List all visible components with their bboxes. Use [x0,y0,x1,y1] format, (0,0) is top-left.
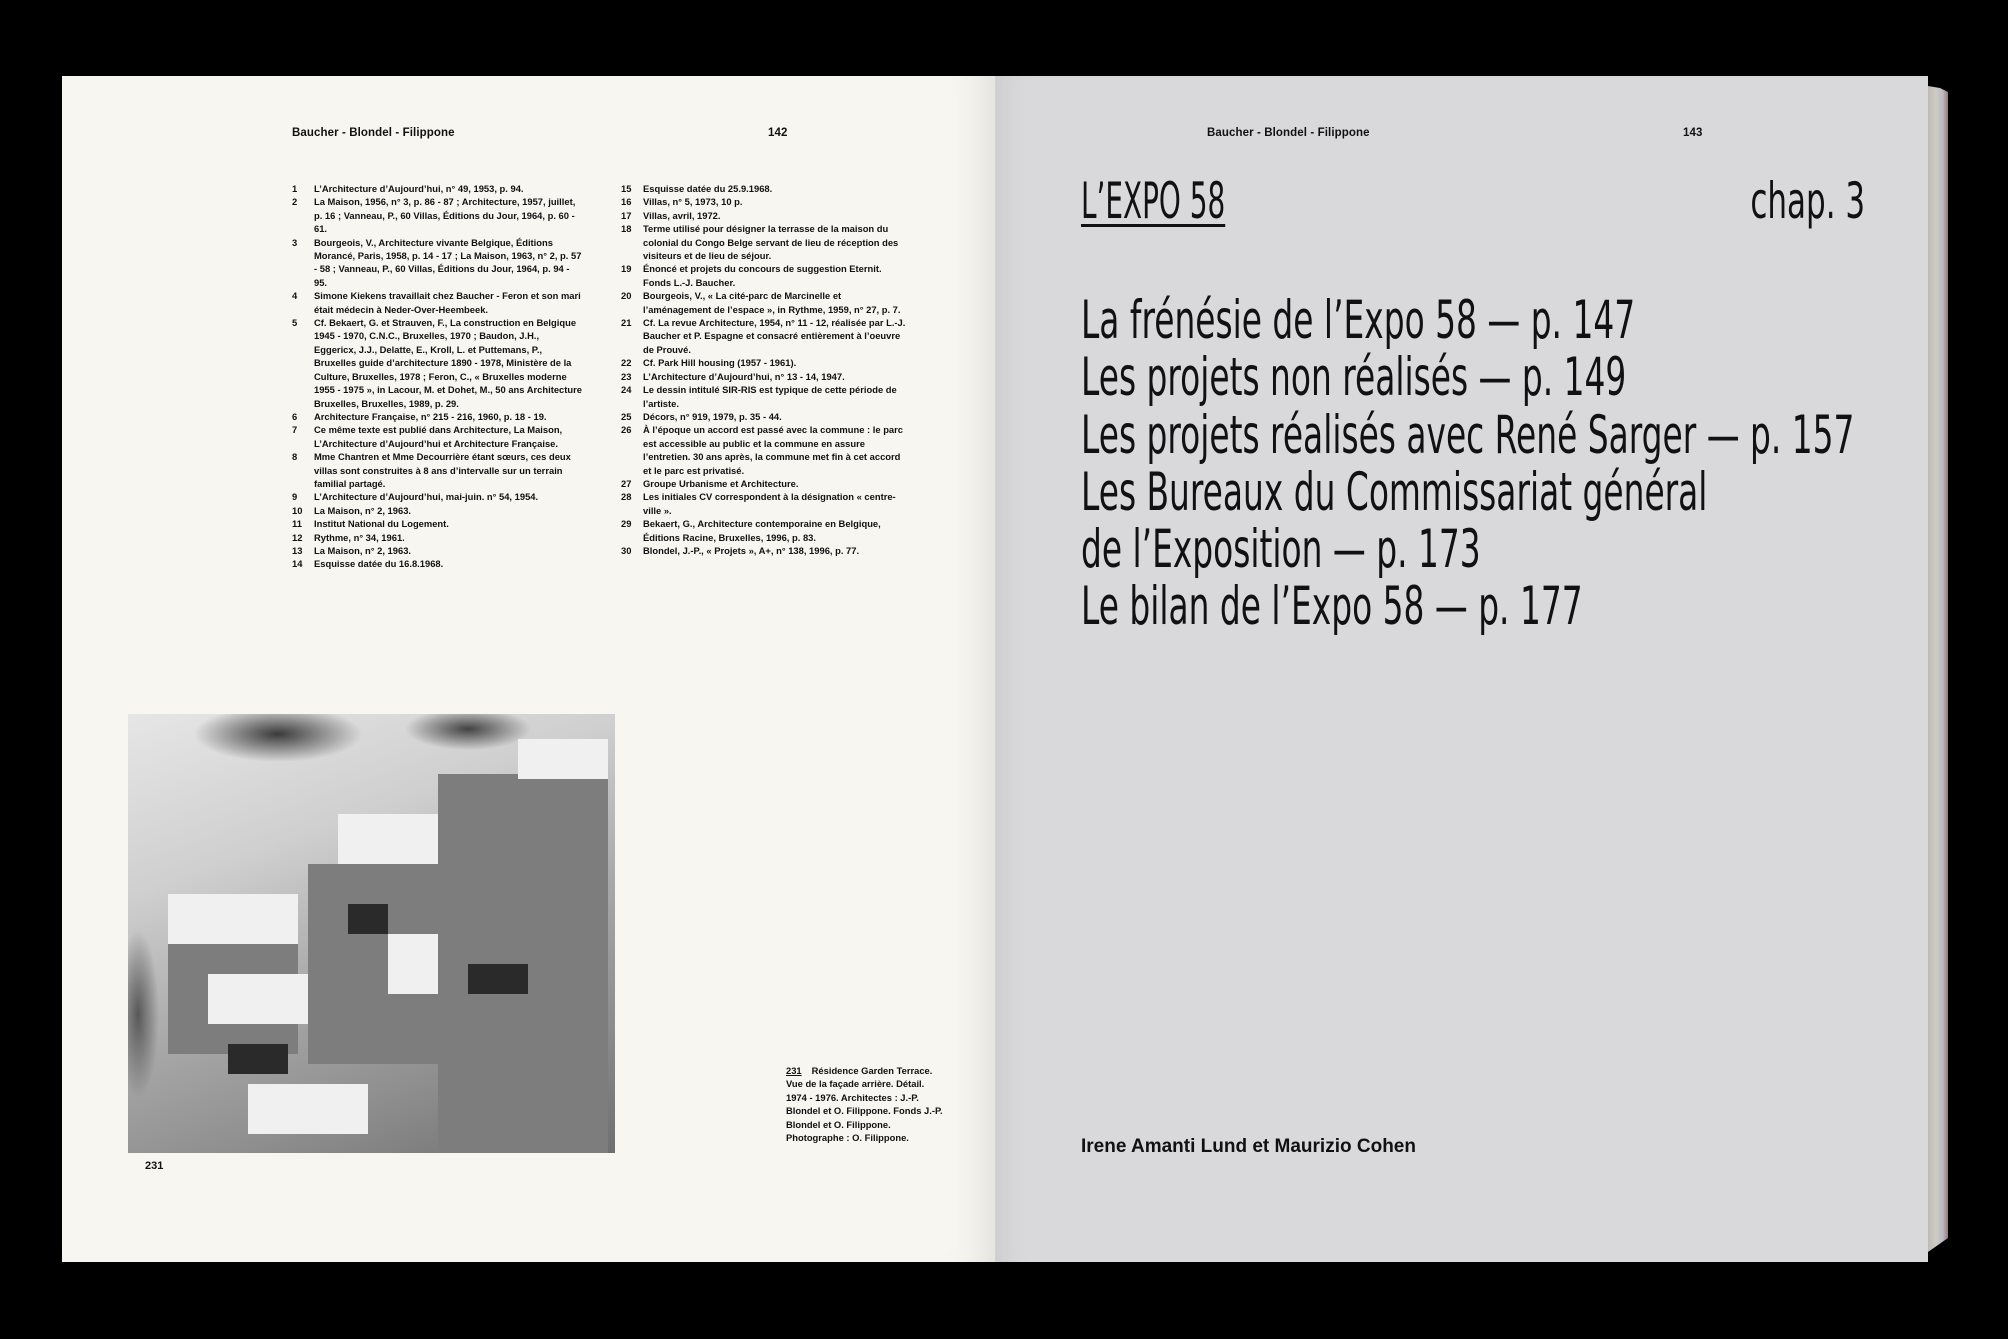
footnote: 30 Blondel, J.-P., « Projets », A+, n° 138, 1996, p. 77. [621,544,860,556]
footnote: 12 Rythme, n° 34, 1961. [292,531,405,543]
toc-entry: Les Bureaux du Commissariat général [1081,461,1708,523]
footnote: 21 Cf. La revue Architecture, 1954, n° 11 - 12, réalisée par L.-J. Baucher et P. Espagne et consacré entièrement à l’oeuvre de Prouvé. [621,317,906,355]
chapter-label: chap. 3 [1750,172,1865,230]
figure-caption [786,1064,946,1144]
footnote: 7 Ce même texte est publié dans Architecture, La Maison, L’Architecture d’Aujourd’hui et Architecture Française. [292,424,563,449]
page-number-right: 143 [1683,127,1703,139]
footnote: 11 Institut National du Logement. [292,518,449,530]
footnote: 28 Les initiales CV correspondent à la désignation « centre-ville ». [621,491,896,516]
caption-text: Résidence Garden Terrace. Vue de la façade arrière. Détail. 1974 - 1976. Architectes : J.-P. Blondel et O. Filippone. Fonds J.-P. Blondel et O. Filippone. Photographe : O. Filippone. [786,1065,943,1144]
footnote: 13 La Maison, n° 2, 1963. [292,544,412,556]
toc-entry: La frénésie de l’Expo 58 — p. 147 [1081,290,1636,351]
footnote: 15 Esquisse datée du 25.9.1968. [621,183,773,194]
chapter-title: L’EXPO 58 [1081,172,1226,230]
building-photo [128,714,615,1153]
footnote: 6 Architecture Française, n° 215 - 216, 1960, p. 18 - 19. [292,410,547,422]
figure-number: 231 [145,1160,164,1172]
footnote: 23 L’Architecture d’Aujourd’hui, n° 13 - 14, 1947. [621,370,845,382]
page-number-left: 142 [768,127,788,139]
notes-column-1 [292,182,582,571]
chapter-authors: Irene Amanti Lund et Maurizio Cohen [1081,1136,1416,1157]
footnote: 9 L’Architecture d’Aujourd’hui, mai-juin. n° 54, 1954. [292,491,539,503]
footnote: 20 Bourgeois, V., « La cité-parc de Marcinelle et l’aménagement de l’espace », in Rythme, 1959, n° 27, p. 7. [621,290,901,315]
toc-entry: Le bilan de l’Expo 58 — p. 177 [1081,576,1583,638]
toc-entry: Les projets non réalisés — p. 149 [1081,347,1627,409]
footnote: 26 À l’époque un accord est passé avec la commune : le parc est accessible au public et la commune en assure l’entretien. 30 ans après, la commune met fin à cet accord et le parc est privatisé. [621,424,903,476]
footnote: 17 Villas, avril, 1972. [621,209,721,221]
footnote: 5 Cf. Bekaert, G. et Strauven, F., La construction en Belgique 1945 - 1970, C.N.C., Bruxelles, 1970 ; Baudon, J.H., Eggericx, J.J., Delatte, E., Kroll, L. et Puttemans, P., Bruxelles guide d’architecture 1890 - 1978, Ministère de la Culture, Bruxelles, 1978 ; Feron, C., « Bruxelles moderne 1955 - 1975 », in Lacour, M. et Dohet, M., 50 ans Architecture Bruxelles, Bruxelles, 1989, p. 29. [292,317,582,409]
footnote: 24 Le dessin intitulé SIR-RIS est typique de cette période de l’artiste. [621,384,897,409]
footnote: 29 Bekaert, G., Architecture contemporaine en Belgique, Éditions Racine, Bruxelles, 1996, p. 83. [621,518,881,543]
toc-entry: de l’Exposition — p. 173 [1081,519,1481,581]
running-head-right: Baucher - Blondel - Filippone [1207,127,1370,139]
footnote: 2 La Maison, 1956, n° 3, p. 86 - 87 ; Architecture, 1957, juillet, p. 16 ; Vanneau, P., 60 Villas, Éditions du Jour, 1964, p. 60 - 61. [292,196,576,235]
footnote: 27 Groupe Urbanisme et Architecture. [621,477,799,489]
footnote: 4 Simone Kiekens travaillait chez Baucher - Feron et son mari était médecin à Neder-Over-Heembeek. [292,290,581,315]
footnote: 25 Décors, n° 919, 1979, p. 35 - 44. [621,410,782,422]
footnote: 19 Énoncé et projets du concours de suggestion Eternit. Fonds L.-J. Baucher. [621,263,882,288]
footnote: 22 Cf. Park Hill housing (1957 - 1961). [621,357,797,369]
footnote: 10 La Maison, n° 2, 1963. [292,504,412,516]
footnote: 8 Mme Chantren et Mme Decourrière étant sœurs, ces deux villas sont construites à 8 ans d’intervalle sur un terrain familial partagé. [292,451,571,489]
right-page [996,76,1928,1262]
notes-column-2 [621,182,911,557]
table-of-contents [1081,292,2008,636]
page-stack-edge [1928,86,1948,1252]
footnote: 3 Bourgeois, V., Architecture vivante Belgique, Éditions Morancé, Paris, 1958, p. 14 - 17 ; La Maison, 1963, n° 2, p. 57 - 58 ; Vanneau, P., 60 Villas, Éditions du Jour, 1964, p. 94 - 95. [292,236,582,288]
toc-entry: Les projets réalisés avec René Sarger — p. 157 [1081,404,1855,466]
left-page [62,76,996,1262]
footnote: 14 Esquisse datée du 16.8.1968. [292,558,444,570]
footnote: 16 Villas, n° 5, 1973, 10 p. [621,196,743,208]
caption-number: 231 [786,1065,802,1076]
footnote: 1 L’Architecture d’Aujourd’hui, n° 49, 1953, p. 94. [292,183,524,194]
footnote: 18 Terme utilisé pour désigner la terrasse de la maison du colonial du Congo Belge servant de lieu de réception des visiteurs et de lieu de séjour. [621,223,899,262]
running-head-left: Baucher - Blondel - Filippone [292,127,455,139]
